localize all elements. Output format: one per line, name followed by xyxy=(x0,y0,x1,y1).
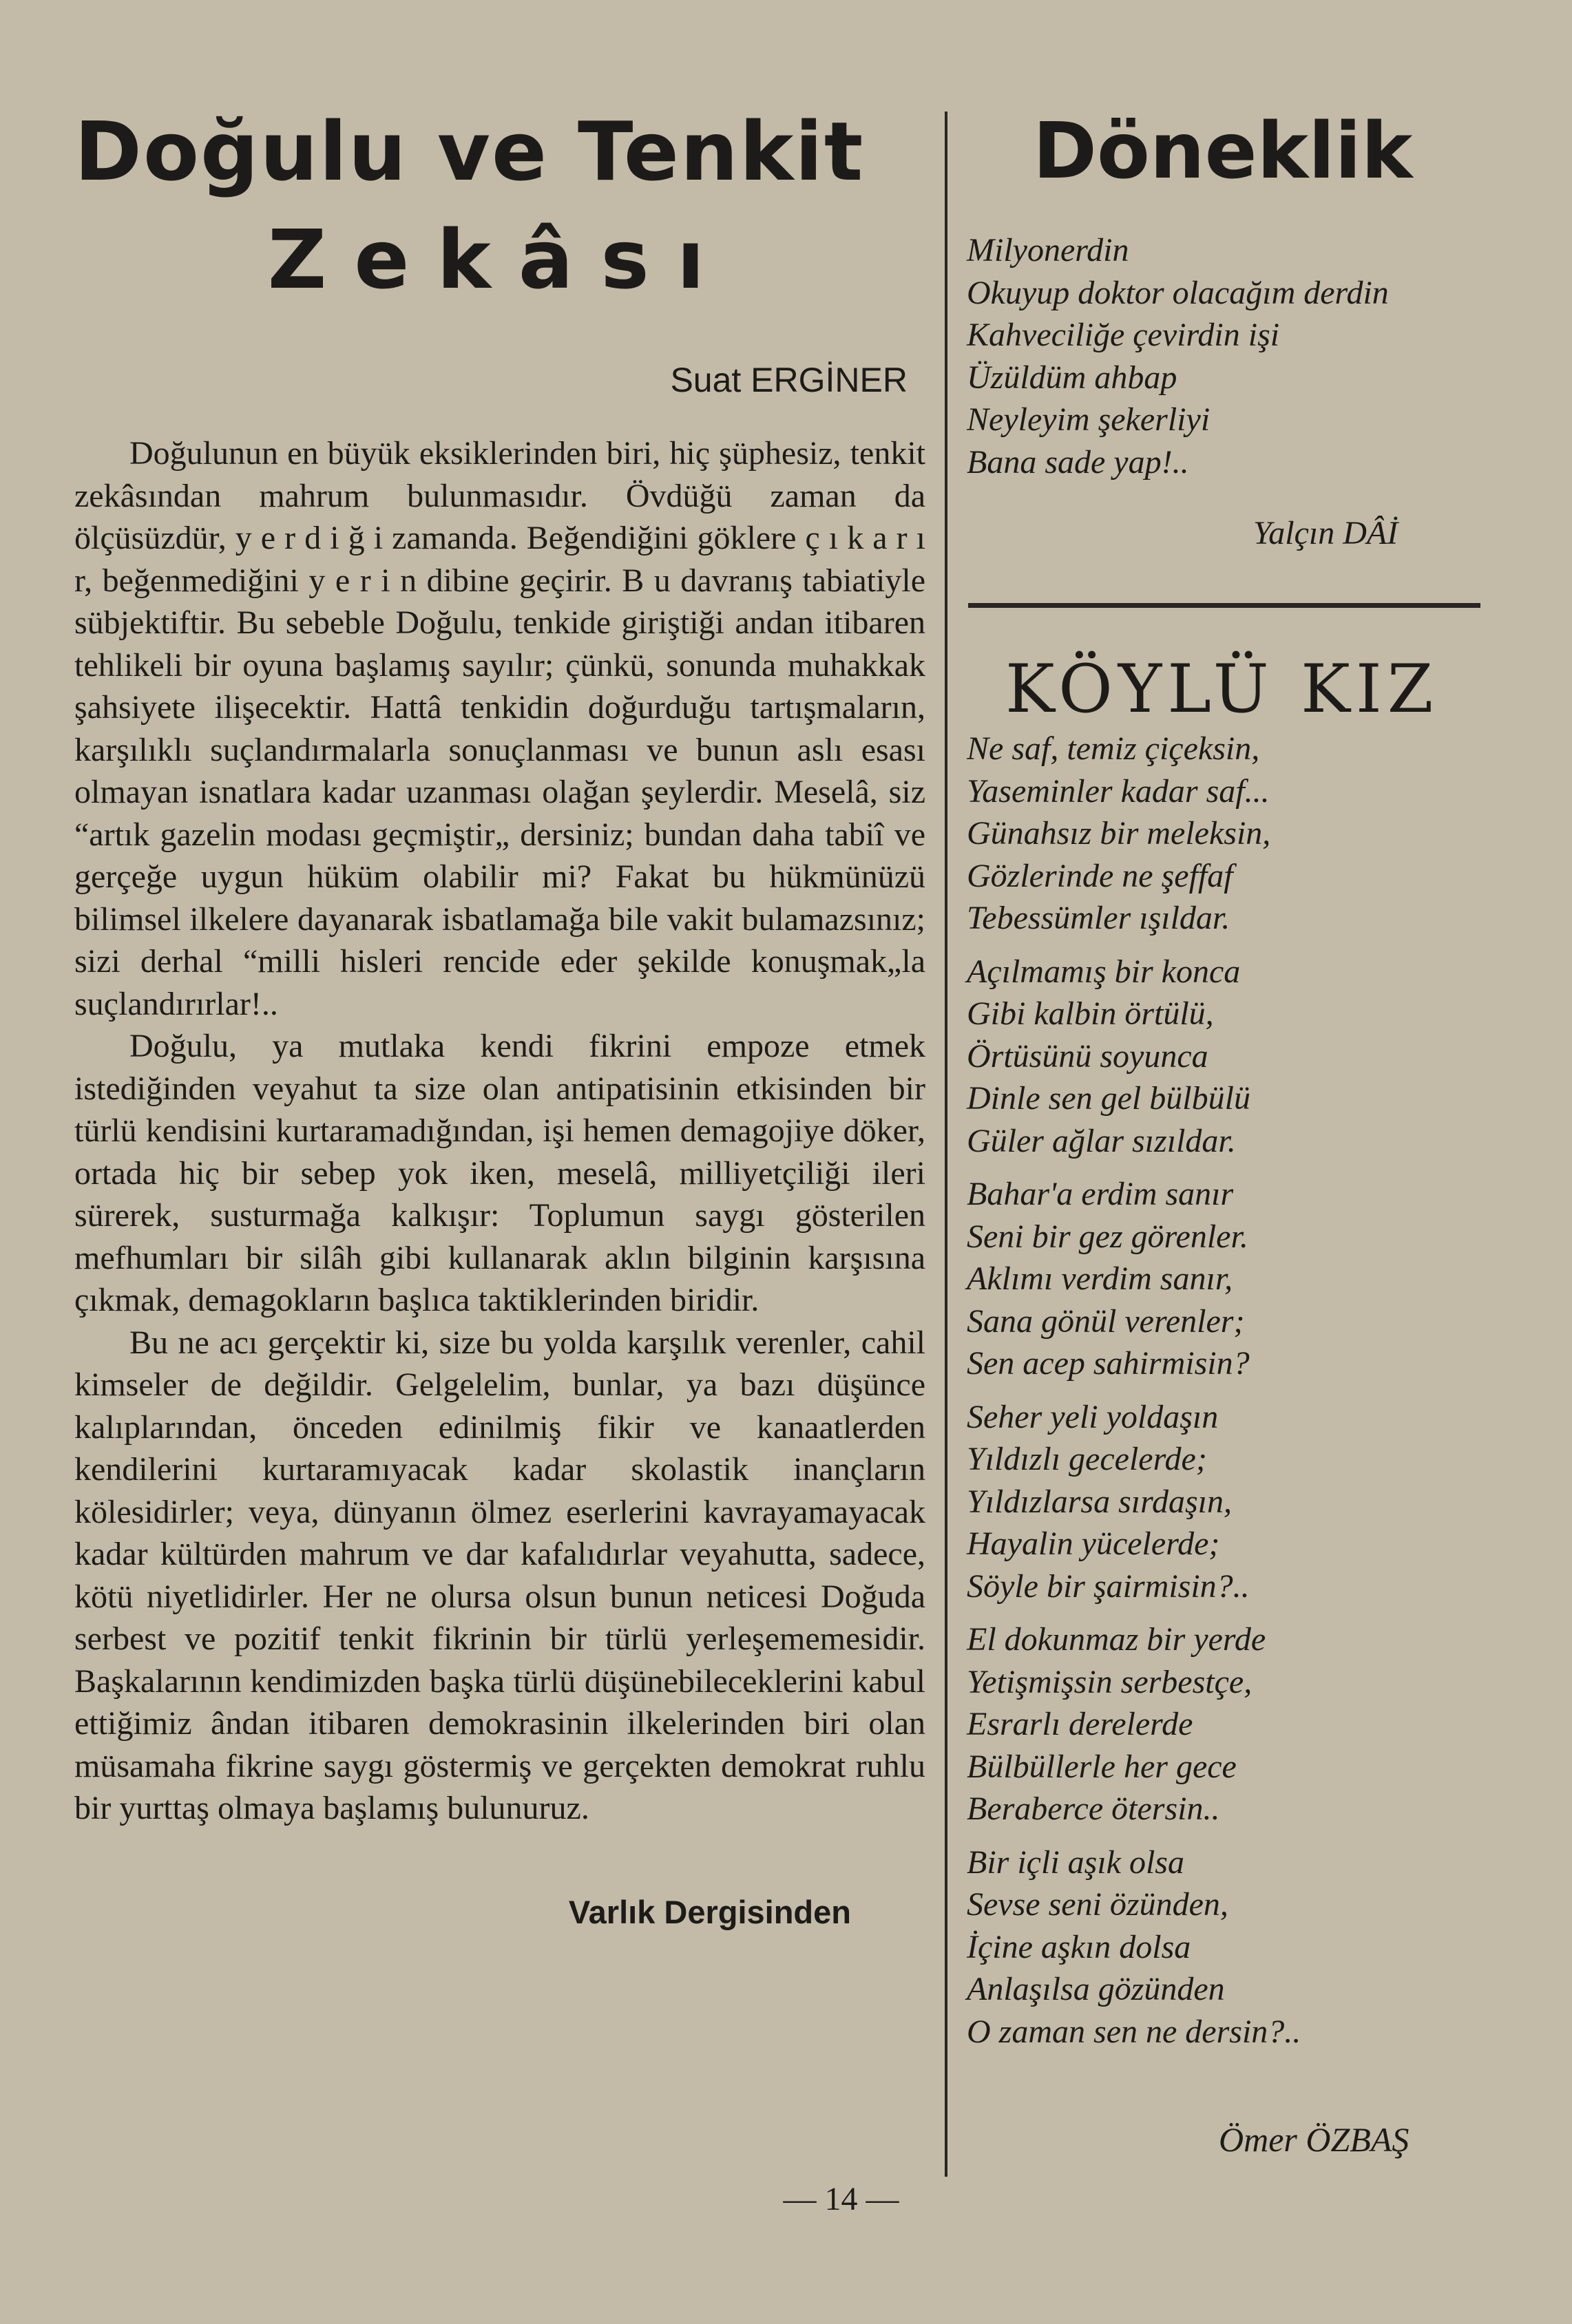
koylu-kiz-poem xyxy=(967,728,1301,2064)
essay-column xyxy=(74,103,925,1933)
poem-line: Yıldızlı gecelerde; xyxy=(967,1441,1207,1477)
essay-source: Varlık Dergisinden xyxy=(568,1893,851,1930)
poem-line: Tebessümler ışıldar. xyxy=(967,900,1230,936)
poem-line: Neyleyim şekerliyi xyxy=(967,401,1211,438)
doneklik-poem xyxy=(967,229,1389,483)
poem-line: Günahsız bir meleksin, xyxy=(967,815,1271,852)
poem-line: Ne saf, temiz çiçeksin, xyxy=(967,730,1260,767)
poem-line: Yaseminler kadar saf... xyxy=(967,772,1270,810)
poem-line: Bahar'a erdim sanır xyxy=(967,1176,1234,1212)
poem-line: Yetişmişsin serbestçe, xyxy=(967,1663,1253,1700)
poem-divider xyxy=(968,603,1480,608)
essay-body xyxy=(74,432,925,1830)
page-number-container xyxy=(0,2179,1572,2220)
poem-line: Dinle sen gel bülbülü xyxy=(967,1080,1250,1117)
poem-stanza xyxy=(967,728,1301,940)
poem-line: Esrarlı derelerde xyxy=(967,1706,1193,1742)
essay-title-line2: Zekâsı xyxy=(267,212,733,307)
poem-line: Gözlerinde ne şeffaf xyxy=(967,857,1233,894)
poem-line: El dokunmaz bir yerde xyxy=(967,1621,1266,1658)
poem-stanza xyxy=(967,1618,1301,1830)
poem-line: Güler ağlar sızıldar. xyxy=(967,1122,1236,1159)
poem-line: Kahveciliğe çevirdin işi xyxy=(967,317,1280,353)
poem-line: Sana gönül verenler; xyxy=(967,1302,1245,1340)
poem-line: Bülbüllerle her gece xyxy=(967,1748,1237,1785)
essay-paragraph: Doğulunun en büyük eksiklerinden biri, hiç şüphesiz, tenkit zekâsından mahrum bulunmasıdır. Övdüğü zaman da ölçüsüzdür, y e r d i ğ i zamanda. Beğendiğini göklere ç ı k a r ı r, beğenmediğini y e r i n dibine geçirir. B u davranış tabiatiyle sübjektiftir. Bu sebeble Doğulu, tenkide giriştiği andan itibaren tehlikeli bir oyuna başlamış sayılır; çünkü, sonunda muhakkak şahsiyete ilişecektir. Hattâ tenkidin doğurduğu tartışmaların, karşılıklı suçlandırmalarla sonuçlanması ve bunun aslı esası olmayan isnatlara kadar uzanması olağan şeylerdir. Meselâ, siz “artık gazelin modası geçmiştir„ dersiniz; bundan daha tabiî ve gerçeğe uygun hüküm olabilir mi? Fakat bu hükmünüzü bilimsel ilkelere dayanarak isbatlamağa bile vakit bulamazsınız; sizi derhal “milli hisleri rencide eder şekilde konuşmak„la suçlandırırlar!.. xyxy=(74,435,925,1022)
poem-line: Milyonerdin xyxy=(967,232,1129,268)
poem-line: Bana sade yap!.. xyxy=(967,443,1189,480)
poem-line: O zaman sen ne dersin?.. xyxy=(967,2013,1301,2050)
essay-author: Suat ERGİNER xyxy=(670,361,908,399)
poem-line: Seher yeli yoldaşın xyxy=(967,1398,1219,1435)
poem-stanza xyxy=(967,1396,1301,1608)
poem-stanza xyxy=(967,1841,1301,2053)
poem-line: Açılmamış bir konca xyxy=(967,953,1241,990)
poem-line: Gibi kalbin örtülü, xyxy=(967,995,1214,1032)
poem-line: Beraberce ötersin.. xyxy=(967,1790,1220,1827)
koylu-kiz-title: KÖYLÜ KIZ xyxy=(1005,651,1439,728)
poem-line: Bir içli aşık olsa xyxy=(967,1844,1184,1881)
poem-line: İçine aşkın dolsa xyxy=(967,1928,1191,1965)
poem-line: Anlaşılsa gözünden xyxy=(967,1971,1225,2007)
poem-line: Yıldızlarsa sırdaşın, xyxy=(967,1483,1233,1520)
essay-paragraph: Doğulu, ya mutlaka kendi fikrini empoze etmek istediğinden veyahut ta size olan antipatisinin etkisinden bir türlü kendisini kurtaramadığından, işi hemen demagojiye döker, ortada hiç bir sebep yok iken, meselâ, milliyetçiliği ileri sürerek, susturmağa kalkışır: Toplumun saygı gösterilen mefhumları bir silâh gibi kullanarak aklın bilginin karşısına çıkmak, demagokların başlıca taktiklerinden biridir. xyxy=(74,1028,925,1318)
poem-stanza xyxy=(967,951,1301,1163)
doneklik-title: Döneklik xyxy=(1033,107,1413,196)
poem-column-header xyxy=(964,103,1494,200)
essay-paragraph: Bu ne acı gerçektir ki, size bu yolda karşılık verenler, cahil kimseler de değildir. Gelgelelim, bunlar, ya bazı düşünce kalıplarından, önceden edinilmiş fikir ve kanaatlerden kendilerini kurtaramıyacak kadar skolastik inançların kölesidirler; veya, dünyanın ölmez eserlerini kavrayamayacak kadar kültürden mahrum ve dar kafalıdırlar veyahutta, sadece, kötü niyetlidirler. Her ne olursa olsun bunun neticesi Doğuda serbest ve pozitif tenkit fikrinin bir türlü yerleşememesidir. Başkalarının kendimizden başka türlü düşünebileceklerini kabul ettiğimiz ândan itibaren demokrasinin ilkelerinden biri olan müsamaha fikrine saygı göstermiş ve gerçekten demokrat ruhlu bir yurttaş olmaya başlamış bulunuruz. xyxy=(74,1324,925,1826)
poem-line: Okuyup doktor olacağım derdin xyxy=(967,274,1389,311)
doneklik-author: Yalçın DÂİ xyxy=(1253,515,1398,551)
page-number: — 14 — xyxy=(783,2181,899,2217)
poem-line: Hayalin yücelerde; xyxy=(967,1525,1220,1562)
poem-line: Sen acep sahirmisin? xyxy=(967,1345,1250,1382)
poem-line: Söyle bir şairmisin?.. xyxy=(967,1567,1250,1605)
essay-title-line1: Doğulu ve Tenkit xyxy=(74,104,865,199)
poem-line: Seni bir gez görenler. xyxy=(967,1218,1248,1255)
poem-line: Üzüldüm ahbap xyxy=(967,359,1177,396)
poem-stanza xyxy=(967,1173,1301,1385)
column-divider xyxy=(945,112,947,2177)
poem-line: Örtüsünü soyunca xyxy=(967,1037,1208,1075)
koylu-kiz-author: Ömer ÖZBAŞ xyxy=(1219,2120,1409,2159)
poem-line: Aklımı verdim sanır, xyxy=(967,1260,1233,1297)
poem-line: Sevse seni özünden, xyxy=(967,1886,1228,1923)
